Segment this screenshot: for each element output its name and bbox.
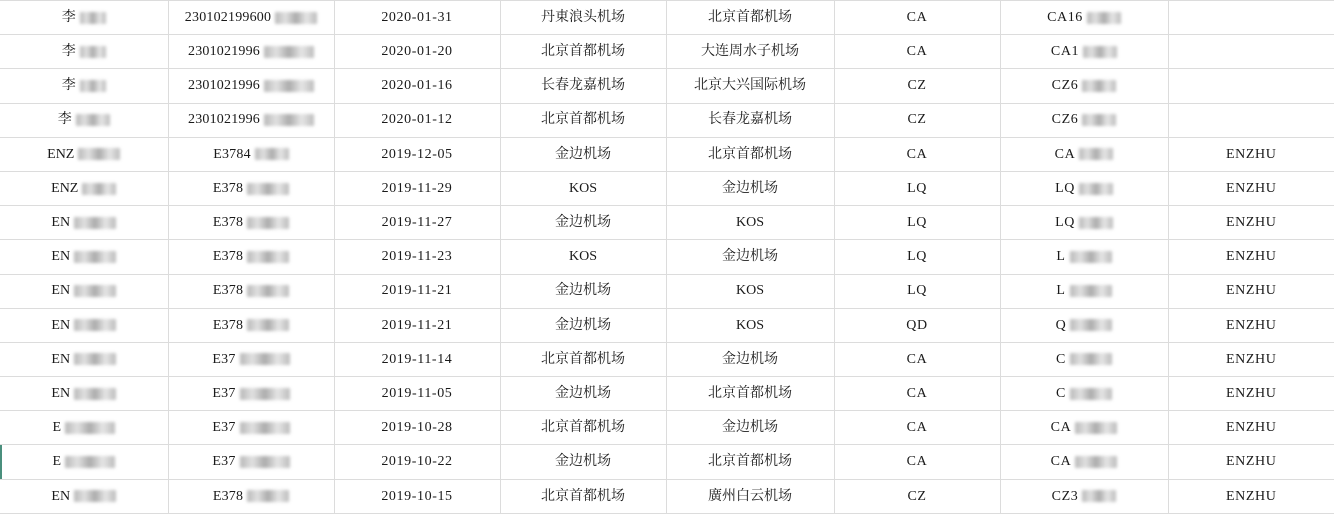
cell-id-number — [168, 137, 334, 171]
cell-arrival-airport-text: 长春龙嘉机场 — [708, 112, 792, 128]
redaction-block — [240, 456, 290, 468]
cell-date-text: 2019-10-28 — [381, 420, 453, 436]
cell-departure-airport-text: 金边机场 — [555, 317, 611, 333]
cell-airline — [834, 411, 1000, 445]
cell-note-text: ENZHU — [1226, 249, 1277, 265]
cell-note — [1168, 308, 1334, 342]
redaction-block — [1079, 148, 1113, 160]
cell-departure-airport-text: 北京首都机场 — [541, 351, 625, 367]
cell-flight-number-text: CZ6 — [1051, 78, 1079, 94]
cell-arrival-airport-text: 金边机场 — [722, 249, 778, 265]
cell-departure-airport-text: 北京首都机场 — [541, 44, 625, 60]
cell-airline — [834, 445, 1000, 479]
cell-airline — [834, 137, 1000, 171]
cell-arrival-airport — [666, 342, 834, 376]
cell-departure-airport — [500, 240, 666, 274]
cell-id-number-text: E37 — [212, 454, 236, 470]
cell-note-text: ENZHU — [1226, 283, 1277, 299]
cell-flight-number — [1000, 445, 1168, 479]
cell-id-number — [168, 103, 334, 137]
cell-departure-airport — [500, 69, 666, 103]
cell-date — [334, 69, 500, 103]
cell-airline — [834, 206, 1000, 240]
cell-flight-number-text: CA1 — [1050, 44, 1080, 60]
cell-name-text: EN — [51, 317, 71, 333]
redaction-block — [80, 80, 106, 92]
cell-date-text: 2020-01-12 — [381, 112, 453, 128]
redaction-block — [74, 217, 116, 229]
cell-departure-airport — [500, 479, 666, 513]
cell-flight-number-text: L — [1056, 283, 1066, 299]
cell-note-text: ENZHU — [1226, 317, 1277, 333]
cell-name-text: EN — [51, 283, 71, 299]
cell-note — [1168, 206, 1334, 240]
cell-airline-text: CA — [906, 420, 928, 436]
cell-name — [0, 206, 168, 240]
cell-arrival-airport — [666, 206, 834, 240]
cell-flight-number — [1000, 342, 1168, 376]
cell-flight-number — [1000, 35, 1168, 69]
cell-name-text: E — [52, 454, 62, 470]
cell-flight-number — [1000, 274, 1168, 308]
cell-date — [334, 308, 500, 342]
cell-arrival-airport — [666, 35, 834, 69]
cell-flight-number-text: C — [1056, 351, 1066, 367]
cell-airline — [834, 240, 1000, 274]
cell-name — [0, 377, 168, 411]
cell-note-text: ENZHU — [1226, 488, 1277, 504]
cell-airline — [834, 377, 1000, 411]
cell-departure-airport-text: 长春龙嘉机场 — [541, 78, 625, 94]
cell-departure-airport-text: KOS — [568, 249, 597, 265]
table-row[interactable] — [0, 240, 1334, 274]
cell-flight-number-text: CZ6 — [1051, 112, 1079, 128]
cell-departure-airport-text: 丹東浪头机场 — [541, 9, 625, 25]
cell-arrival-airport-text: 北京首都机场 — [708, 146, 792, 162]
cell-note — [1168, 69, 1334, 103]
redaction-block — [80, 46, 106, 58]
table-row[interactable] — [0, 206, 1334, 240]
cell-arrival-airport — [666, 171, 834, 205]
cell-airline-text: QD — [906, 317, 928, 333]
cell-id-number — [168, 171, 334, 205]
redaction-block — [1070, 285, 1112, 297]
cell-departure-airport-text: 北京首都机场 — [541, 112, 625, 128]
cell-airline — [834, 342, 1000, 376]
cell-name — [0, 411, 168, 445]
redaction-block — [80, 12, 106, 24]
cell-name-text: EN — [51, 215, 71, 231]
cell-id-number — [168, 411, 334, 445]
cell-departure-airport — [500, 35, 666, 69]
cell-id-number-text: 2301021996 — [188, 78, 260, 94]
cell-note — [1168, 103, 1334, 137]
redaction-block — [74, 319, 116, 331]
cell-airline-text: CA — [906, 9, 928, 25]
cell-id-number-text: E3784 — [213, 146, 251, 162]
cell-note — [1168, 1, 1334, 35]
cell-arrival-airport-text: 北京首都机场 — [708, 454, 792, 470]
cell-note — [1168, 35, 1334, 69]
cell-arrival-airport-text: 北京首都机场 — [708, 385, 792, 401]
redaction-block — [1070, 251, 1112, 263]
cell-id-number — [168, 445, 334, 479]
cell-id-number-text: E37 — [212, 351, 236, 367]
cell-id-number — [168, 308, 334, 342]
table-row[interactable] — [0, 342, 1334, 376]
redaction-block — [264, 80, 314, 92]
cell-id-number-text: 230102199600 — [184, 9, 272, 25]
cell-id-number — [168, 342, 334, 376]
cell-airline-text: CA — [906, 385, 928, 401]
cell-departure-airport — [500, 103, 666, 137]
cell-date-text: 2019-11-21 — [381, 317, 453, 333]
redaction-block — [76, 114, 110, 126]
redaction-block — [240, 388, 290, 400]
cell-flight-number — [1000, 411, 1168, 445]
cell-date — [334, 342, 500, 376]
cell-flight-number-text: Q — [1055, 317, 1067, 333]
cell-id-number-text: E378 — [212, 180, 244, 196]
cell-flight-number-text: CA — [1050, 420, 1072, 436]
cell-airline-text: CA — [906, 454, 928, 470]
cell-flight-number — [1000, 103, 1168, 137]
cell-name-text: 李 — [61, 44, 76, 60]
redaction-block — [247, 251, 289, 263]
cell-id-number-text: 2301021996 — [188, 44, 260, 60]
cell-arrival-airport-text: 金边机场 — [722, 351, 778, 367]
table-body — [0, 1, 1334, 514]
cell-arrival-airport — [666, 1, 834, 35]
cell-airline-text: CZ — [907, 112, 927, 128]
cell-arrival-airport — [666, 411, 834, 445]
cell-airline — [834, 35, 1000, 69]
redaction-block — [74, 490, 116, 502]
redaction-block — [247, 319, 289, 331]
cell-flight-number-text: L — [1056, 249, 1066, 265]
cell-name — [0, 308, 168, 342]
cell-id-number — [168, 240, 334, 274]
cell-name-text: EN — [51, 385, 71, 401]
table-row[interactable] — [0, 377, 1334, 411]
cell-departure-airport — [500, 171, 666, 205]
cell-departure-airport — [500, 445, 666, 479]
redaction-block — [74, 388, 116, 400]
redaction-block — [247, 183, 289, 195]
cell-departure-airport-text: 北京首都机场 — [541, 488, 625, 504]
cell-airline-text: CA — [906, 351, 928, 367]
cell-arrival-airport — [666, 69, 834, 103]
cell-departure-airport — [500, 342, 666, 376]
cell-id-number — [168, 479, 334, 513]
table-row[interactable] — [0, 103, 1334, 137]
redaction-block — [1079, 183, 1113, 195]
cell-flight-number — [1000, 137, 1168, 171]
cell-date-text: 2019-11-21 — [381, 283, 453, 299]
cell-departure-airport-text: 金边机场 — [555, 454, 611, 470]
redaction-block — [74, 285, 116, 297]
cell-id-number — [168, 35, 334, 69]
cell-name-text: E — [52, 420, 62, 436]
cell-note-text: ENZHU — [1226, 146, 1277, 162]
cell-note — [1168, 137, 1334, 171]
table-row[interactable] — [0, 1, 1334, 35]
cell-airline-text: CZ — [907, 78, 927, 94]
cell-date-text: 2019-11-29 — [381, 180, 453, 196]
table-row[interactable] — [0, 308, 1334, 342]
cell-arrival-airport-text: KOS — [735, 283, 764, 299]
cell-name-text: EN — [51, 249, 71, 265]
cell-flight-number — [1000, 377, 1168, 411]
redaction-block — [275, 12, 317, 24]
cell-name-text: 李 — [57, 112, 72, 128]
cell-arrival-airport-text: 金边机场 — [722, 420, 778, 436]
cell-airline — [834, 69, 1000, 103]
cell-arrival-airport-text: 北京首都机场 — [708, 9, 792, 25]
table-row[interactable] — [0, 479, 1334, 513]
cell-flight-number-text: C — [1056, 385, 1066, 401]
cell-arrival-airport-text: KOS — [735, 317, 764, 333]
cell-airline-text: LQ — [907, 215, 927, 231]
cell-date-text: 2019-11-14 — [381, 351, 453, 367]
cell-note-text: ENZHU — [1226, 385, 1277, 401]
cell-note-text: ENZHU — [1226, 215, 1277, 231]
redaction-block — [1082, 490, 1116, 502]
redaction-block — [1082, 114, 1116, 126]
cell-id-number-text: E378 — [212, 317, 244, 333]
cell-name-text: ENZ — [47, 146, 75, 162]
cell-airline-text: LQ — [907, 283, 927, 299]
cell-date — [334, 206, 500, 240]
cell-name — [0, 171, 168, 205]
cell-date-text: 2019-12-05 — [381, 146, 453, 162]
cell-date-text: 2019-10-15 — [381, 488, 453, 504]
cell-name — [0, 445, 168, 479]
cell-airline — [834, 308, 1000, 342]
cell-departure-airport-text: 金边机场 — [555, 385, 611, 401]
cell-id-number-text: 2301021996 — [188, 112, 260, 128]
cell-departure-airport — [500, 274, 666, 308]
cell-date-text: 2020-01-16 — [381, 78, 453, 94]
cell-name — [0, 479, 168, 513]
redaction-block — [1082, 80, 1116, 92]
table-row[interactable] — [0, 411, 1334, 445]
cell-departure-airport — [500, 308, 666, 342]
cell-flight-number — [1000, 69, 1168, 103]
cell-flight-number — [1000, 240, 1168, 274]
cell-name-text: EN — [51, 351, 71, 367]
cell-name — [0, 342, 168, 376]
cell-id-number — [168, 377, 334, 411]
cell-date — [334, 103, 500, 137]
cell-date-text: 2019-11-23 — [381, 249, 453, 265]
cell-date-text: 2020-01-31 — [381, 9, 453, 25]
cell-date-text: 2020-01-20 — [381, 44, 453, 60]
cell-flight-number-text: LQ — [1055, 215, 1075, 231]
redaction-block — [1083, 46, 1117, 58]
table-row[interactable] — [0, 69, 1334, 103]
cell-flight-number-text: CZ3 — [1051, 488, 1079, 504]
cell-arrival-airport-text: 金边机场 — [722, 180, 778, 196]
cell-note — [1168, 342, 1334, 376]
cell-airline — [834, 1, 1000, 35]
cell-airline — [834, 274, 1000, 308]
cell-departure-airport-text: 金边机场 — [555, 283, 611, 299]
redaction-block — [65, 456, 115, 468]
cell-arrival-airport — [666, 137, 834, 171]
table-row[interactable] — [0, 137, 1334, 171]
cell-arrival-airport — [666, 308, 834, 342]
cell-airline — [834, 103, 1000, 137]
cell-name — [0, 137, 168, 171]
redaction-block — [74, 353, 116, 365]
cell-date — [334, 274, 500, 308]
cell-date — [334, 1, 500, 35]
cell-note — [1168, 171, 1334, 205]
redaction-block — [264, 46, 314, 58]
cell-name — [0, 274, 168, 308]
redaction-block — [1070, 319, 1112, 331]
cell-date — [334, 137, 500, 171]
cell-note — [1168, 240, 1334, 274]
cell-note — [1168, 411, 1334, 445]
cell-arrival-airport — [666, 240, 834, 274]
cell-date — [334, 479, 500, 513]
cell-id-number — [168, 69, 334, 103]
cell-departure-airport — [500, 206, 666, 240]
cell-date — [334, 240, 500, 274]
cell-name-text: 李 — [61, 78, 76, 94]
cell-name-text: ENZ — [51, 180, 79, 196]
cell-date — [334, 171, 500, 205]
cell-date-text: 2019-11-05 — [381, 385, 453, 401]
redaction-block — [82, 183, 116, 195]
cell-airline-text: LQ — [907, 180, 927, 196]
cell-airline-text: CA — [906, 146, 928, 162]
cell-arrival-airport — [666, 377, 834, 411]
cell-arrival-airport — [666, 103, 834, 137]
cell-note — [1168, 445, 1334, 479]
cell-id-number-text: E378 — [212, 488, 244, 504]
cell-date — [334, 35, 500, 69]
redaction-block — [1070, 388, 1112, 400]
redaction-block — [247, 490, 289, 502]
redaction-block — [78, 148, 120, 160]
redaction-block — [247, 217, 289, 229]
redaction-block — [74, 251, 116, 263]
cell-flight-number-text: CA16 — [1047, 9, 1083, 25]
cell-id-number — [168, 274, 334, 308]
redaction-block — [1070, 353, 1112, 365]
cell-name-text: EN — [51, 488, 71, 504]
cell-arrival-airport-text: KOS — [735, 215, 764, 231]
cell-flight-number-text: CA — [1050, 454, 1072, 470]
redaction-block — [240, 353, 290, 365]
cell-arrival-airport-text: 北京大兴国际机场 — [694, 78, 806, 94]
cell-id-number — [168, 206, 334, 240]
cell-name — [0, 240, 168, 274]
cell-date-text: 2019-10-22 — [381, 454, 453, 470]
cell-flight-number — [1000, 171, 1168, 205]
cell-arrival-airport-text: 廣州白云机场 — [708, 488, 792, 504]
cell-note-text: ENZHU — [1226, 351, 1277, 367]
cell-id-number-text: E378 — [212, 249, 244, 265]
cell-flight-number-text: CA — [1054, 146, 1076, 162]
cell-date — [334, 377, 500, 411]
cell-flight-number — [1000, 308, 1168, 342]
cell-departure-airport — [500, 411, 666, 445]
cell-airline — [834, 171, 1000, 205]
redaction-block — [1075, 456, 1117, 468]
cell-departure-airport-text: KOS — [568, 180, 597, 196]
cell-note — [1168, 377, 1334, 411]
cell-id-number — [168, 1, 334, 35]
cell-departure-airport-text: 金边机场 — [555, 215, 611, 231]
redaction-block — [65, 422, 115, 434]
cell-departure-airport — [500, 1, 666, 35]
cell-arrival-airport — [666, 479, 834, 513]
cell-id-number-text: E37 — [212, 385, 236, 401]
cell-name-text: 李 — [61, 9, 76, 25]
cell-arrival-airport — [666, 274, 834, 308]
table-row[interactable] — [0, 274, 1334, 308]
cell-departure-airport-text: 金边机场 — [555, 146, 611, 162]
table-row[interactable] — [0, 35, 1334, 69]
cell-airline-text: LQ — [907, 249, 927, 265]
redaction-block — [1075, 422, 1117, 434]
cell-name — [0, 1, 168, 35]
cell-flight-number — [1000, 206, 1168, 240]
cell-flight-number — [1000, 1, 1168, 35]
redaction-block — [264, 114, 314, 126]
redaction-block — [255, 148, 289, 160]
cell-date-text: 2019-11-27 — [381, 215, 453, 231]
table-row[interactable] — [0, 171, 1334, 205]
redaction-block — [247, 285, 289, 297]
cell-id-number-text: E378 — [212, 215, 244, 231]
cell-note — [1168, 479, 1334, 513]
cell-flight-number-text: LQ — [1055, 180, 1075, 196]
cell-arrival-airport-text: 大连周水子机场 — [701, 44, 799, 60]
cell-note — [1168, 274, 1334, 308]
cell-name — [0, 35, 168, 69]
cell-id-number-text: E37 — [212, 420, 236, 436]
cell-airline-text: CZ — [907, 488, 927, 504]
cell-airline — [834, 479, 1000, 513]
cell-departure-airport-text: 北京首都机场 — [541, 420, 625, 436]
cell-id-number-text: E378 — [212, 283, 244, 299]
cell-date — [334, 445, 500, 479]
cell-date — [334, 411, 500, 445]
cell-arrival-airport — [666, 445, 834, 479]
cell-departure-airport — [500, 377, 666, 411]
cell-note-text: ENZHU — [1226, 180, 1277, 196]
redaction-block — [240, 422, 290, 434]
cell-departure-airport — [500, 137, 666, 171]
cell-flight-number — [1000, 479, 1168, 513]
cell-note-text: ENZHU — [1226, 420, 1277, 436]
cell-name — [0, 69, 168, 103]
redaction-block — [1087, 12, 1121, 24]
cell-name — [0, 103, 168, 137]
redaction-block — [1079, 217, 1113, 229]
cell-note-text: ENZHU — [1226, 454, 1277, 470]
cell-airline-text: CA — [906, 44, 928, 60]
table-row[interactable] — [0, 445, 1334, 479]
